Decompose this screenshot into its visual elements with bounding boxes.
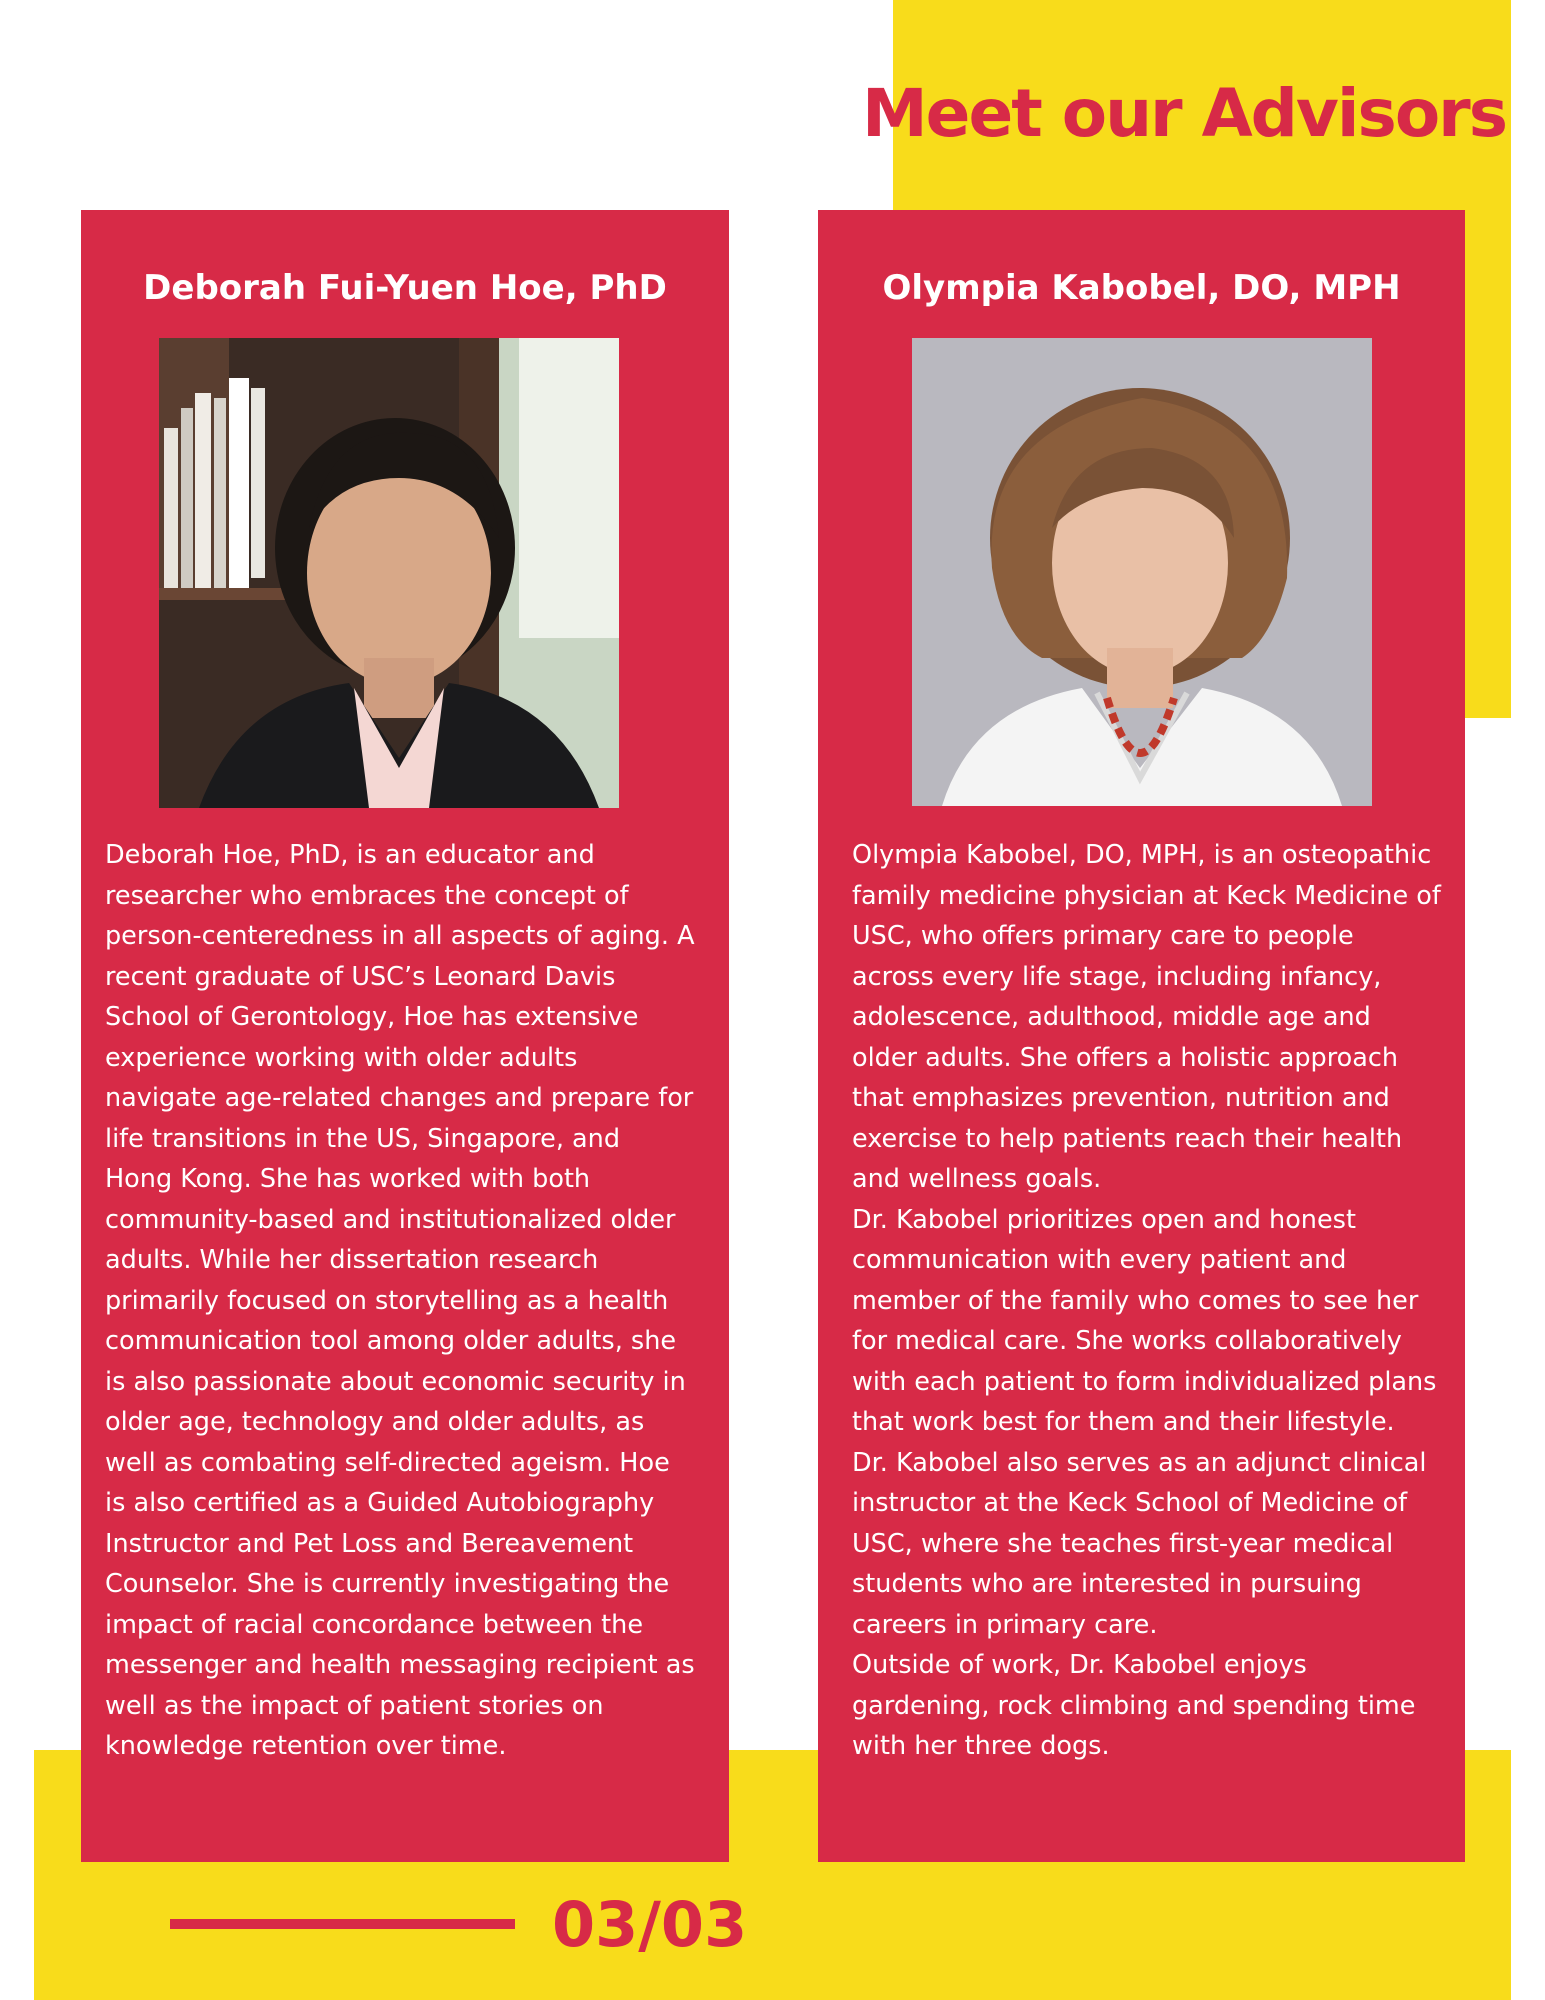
page-number-rule bbox=[170, 1919, 515, 1929]
bio-paragraph: Outside of work, Dr. Kabobel enjoys gardening, rock climbing and spending time with her three dogs. bbox=[852, 1650, 1416, 1761]
page-number: 03/03 bbox=[552, 1888, 748, 1961]
advisor-bio bbox=[852, 835, 1442, 1767]
advisor-bio bbox=[105, 835, 695, 1767]
advisor-photo-hoe bbox=[159, 338, 619, 808]
page-title: Meet our Advisors bbox=[862, 75, 1507, 152]
advisor-card-hoe bbox=[81, 210, 729, 1862]
advisor-photo-kabobel bbox=[912, 338, 1372, 806]
advisor-name: Olympia Kabobel, DO, MPH bbox=[882, 268, 1401, 308]
bio-paragraph: Olympia Kabobel, DO, MPH, is an osteopathic family medicine physician at Keck Medicine of USC, who offers primary care to people across every life stage, including infancy, adolescence, adulthood, middle age and older adults. She offers a holistic approach that emphasizes prevention, nutrition and exercise to help patients reach their health and wellness goals. bbox=[852, 840, 1441, 1194]
advisor-name: Deborah Fui-Yuen Hoe, PhD bbox=[143, 268, 667, 308]
bio-paragraph: Deborah Hoe, PhD, is an educator and researcher who embraces the concept of person-centeredness in all aspects of aging. A recent graduate of USC’s Leonard Davis School of Gerontology, Hoe has extensive experience working with older adults navigate age-related changes and prepare for life transitions in the US, Singapore, and Hong Kong. She has worked with both community-based and institutionalized older adults. While her dissertation research primarily focused on storytelling as a health communication tool among older adults, she is also passionate about economic security in older age, technology and older adults, as well as combating self-directed ageism. Hoe is also certified as a Guided Autobiography Instructor and Pet Loss and Bereavement Counselor. She is currently investigating the impact of racial concordance between the messenger and health messaging recipient as well as the impact of patient stories on knowledge retention over time. bbox=[105, 840, 695, 1761]
bio-paragraph: Dr. Kabobel also serves as an adjunct clinical instructor at the Keck School of Medicine of USC, where she teaches first-year medical students who are interested in pursuing careers in primary care. bbox=[852, 1447, 1427, 1640]
advisor-card-kabobel bbox=[818, 210, 1465, 1862]
bio-paragraph: Dr. Kabobel prioritizes open and honest communication with every patient and member of the family who comes to see her for medical care. She works collaboratively with each patient to form individualized plans that work best for them and their lifestyle. bbox=[852, 1204, 1437, 1437]
